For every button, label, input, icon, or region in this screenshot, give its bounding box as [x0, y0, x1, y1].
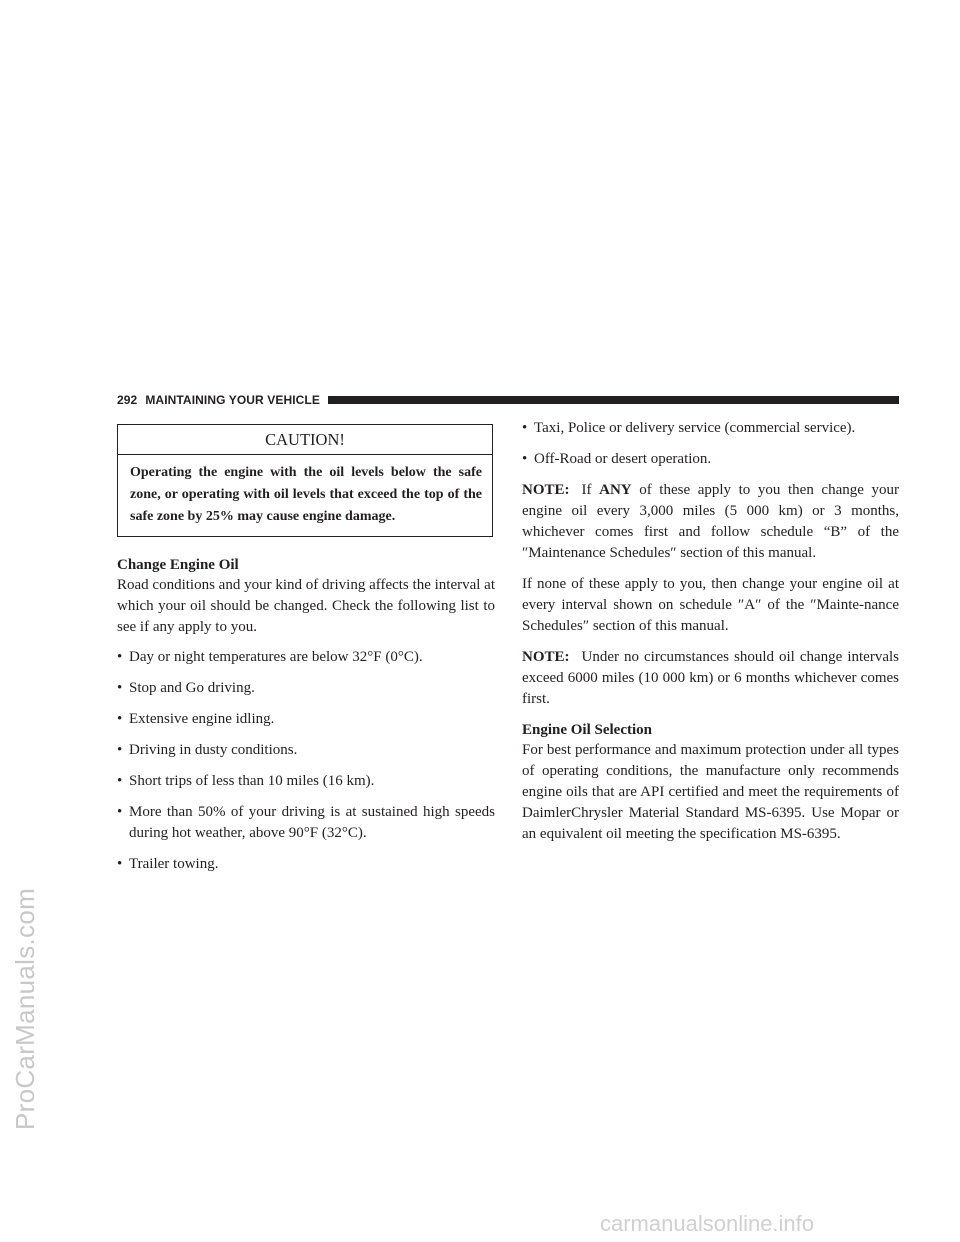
list-item: • More than 50% of your driving is at sustained high speeds during hot weather, above 90°F (32°C). — [117, 804, 495, 841]
left-column — [117, 424, 495, 875]
list-item: • Off-Road or desert operation. — [522, 449, 899, 470]
bullet-icon: • — [522, 420, 528, 436]
list-item: • Taxi, Police or delivery service (commercial service). — [522, 418, 899, 439]
watermark-carmanualsonline: carmanualsonline.info — [600, 1211, 815, 1236]
list-item: • Extensive engine idling. — [117, 709, 495, 730]
caution-body: Operating the engine with the oil levels below the safe zone, or operating with oil levels that exceed the top of the safe zone by 25% may cause engine damage. — [130, 465, 482, 524]
list-item: • Driving in dusty conditions. — [117, 740, 495, 761]
bullet-icon: • — [117, 804, 123, 820]
caution-box — [117, 424, 493, 537]
oil-selection-text: For best performance and maximum protection under all types of operating conditions, the manufacture only recommends engine oils that are API certified and meet the requirements of DaimlerChrysler Material Standard MS-6395. Use Mopar or an equivalent oil meeting the specification MS-6395. — [522, 742, 899, 842]
bullet-icon: • — [117, 856, 123, 872]
list-item: • Short trips of less than 10 miles (16 km). — [117, 771, 495, 792]
bullet-icon: • — [117, 773, 123, 789]
caution-title: CAUTION! — [118, 425, 492, 455]
header-rule — [328, 396, 899, 404]
right-column — [522, 418, 899, 845]
bullet-icon: • — [117, 742, 123, 758]
bullet-icon: • — [117, 649, 123, 665]
none-apply-paragraph: If none of these apply to you, then change your engine oil at every interval shown on schedule ″A″ of the ″Mainte-nance Schedules″ section of this manual. — [522, 576, 899, 634]
note-any: NOTE: If ANY of these apply to you then change your engine oil every 3,000 miles (5 000 km) or 3 months, whichever comes first and follow schedule “B” of the ″Maintenance Schedules″ section of this manual. — [522, 482, 899, 561]
change-oil-intro: Road conditions and your kind of driving affects the interval at which your oil should be changed. Check the following list to see if any apply to you. — [117, 577, 495, 635]
note-label: NOTE: — [522, 482, 570, 498]
page-header — [117, 392, 899, 408]
list-item: • Day or night temperatures are below 32°F (0°C). — [117, 647, 495, 668]
bullet-icon: • — [522, 451, 528, 467]
note-limit: NOTE: Under no circumstances should oil change intervals exceed 6000 miles (10 000 km) or 6 months whichever comes first. — [522, 649, 899, 707]
page-number: 292 — [117, 393, 138, 407]
bullet-icon: • — [117, 711, 123, 727]
oil-selection-heading: Engine Oil Selection — [522, 722, 653, 738]
section-title: MAINTAINING YOUR VEHICLE — [145, 393, 320, 407]
list-item: • Stop and Go driving. — [117, 678, 495, 699]
watermark-procarmanuals: ProCarManuals.com — [10, 887, 40, 1130]
change-oil-heading: Change Engine Oil — [117, 557, 239, 573]
bullet-icon: • — [117, 680, 123, 696]
note-label: NOTE: — [522, 649, 570, 665]
list-item: • Trailer towing. — [117, 854, 495, 875]
